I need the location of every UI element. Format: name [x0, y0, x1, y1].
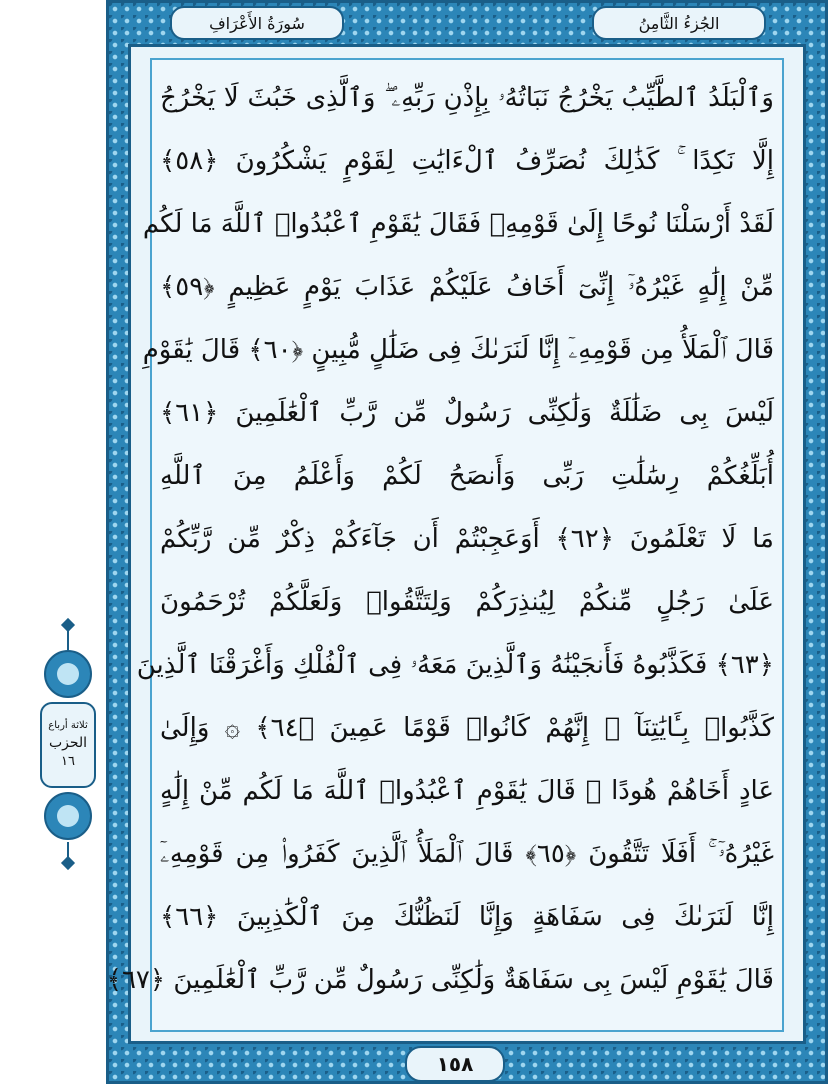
text-line-4: مِّنْ إِلَٰهٍ غَيْرُهُۥٓ إِنِّىٓ أَخَافُ عَلَيْكُمْ عَذَابَ يَوْمٍ عَظِيمٍ ﴿٥٩﴾ — [160, 272, 774, 302]
verse-lines — [106, 70, 774, 1020]
medallion-top-icon — [44, 650, 92, 698]
hizb-quarter-text: ثلاثة أرباع — [48, 720, 88, 731]
text-line-1: وَٱلْبَلَدُ ٱلطَّيِّبُ يَخْرُجُ نَبَاتُهُۥ بِإِذْنِ رَبِّهِۦ ۖ وَٱلَّذِى خَبُثَ لَا يَخْرُجُ — [160, 83, 774, 113]
text-line-8: مَا لَا تَعْلَمُونَ ﴿٦٢﴾ أَوَعَجِبْتُمْ أَن جَآءَكُمْ ذِكْرٌ مِّن رَّبِّكُمْ — [160, 524, 774, 554]
text-line-11: كَذَّبُوا۟ بِـَٔايَٰتِنَآ ۚ إِنَّهُمْ كَانُوا۟ قَوْمًا عَمِينَ ﴿٦٤﴾ ۞ وَإِلَىٰ — [160, 713, 774, 743]
text-line-6: لَيْسَ بِى ضَلَٰلَةٌ وَلَٰكِنِّى رَسُولٌ مِّن رَّبِّ ٱلْعَٰلَمِينَ ﴿٦١﴾ — [160, 398, 774, 428]
text-line-2: إِلَّا نَكِدًا ۚ كَذَٰلِكَ نُصَرِّفُ ٱلْءَايَٰتِ لِقَوْمٍ يَشْكُرُونَ ﴿٥٨﴾ — [160, 146, 774, 176]
text-line-9: عَلَىٰ رَجُلٍ مِّنكُمْ لِيُنذِرَكُمْ وَلِتَتَّقُوا۟ وَلَعَلَّكُمْ تُرْحَمُونَ — [160, 587, 774, 617]
text-line-7: أُبَلِّغُكُمْ رِسَٰلَٰتِ رَبِّى وَأَنصَحُ لَكُمْ وَأَعْلَمُ مِنَ ٱللَّهِ — [160, 461, 774, 491]
surah-label: سُورَةُ الأَعْرَافِ — [170, 6, 344, 40]
text-line-3: لَقَدْ أَرْسَلْنَا نُوحًا إِلَىٰ قَوْمِهِۦ فَقَالَ يَٰقَوْمِ ٱعْبُدُوا۟ ٱللَّهَ مَا لَكُم — [142, 209, 774, 239]
hizb-word: الحزب — [48, 735, 88, 751]
ornament-tip-bottom — [61, 856, 75, 870]
hizb-number: ١٦ — [61, 754, 75, 769]
text-line-12: عَادٍ أَخَاهُمْ هُودًا ۗ قَالَ يَٰقَوْمِ ٱعْبُدُوا۟ ٱللَّهَ مَا لَكُم مِّنْ إِلَٰهٍ — [160, 776, 774, 806]
text-line-10: ﴿٦٣﴾ فَكَذَّبُوهُ فَأَنجَيْنَٰهُ وَٱلَّذِينَ مَعَهُۥ فِى ٱلْفُلْكِ وَأَغْرَقْنَا ٱلَّذِينَ — [136, 650, 774, 680]
hizb-label — [40, 702, 96, 788]
text-line-13: غَيْرُهُۥٓ ۚ أَفَلَا تَتَّقُونَ ﴿٦٥﴾ قَالَ ٱلْمَلَأُ ٱلَّذِينَ كَفَرُوا۟ مِن قَوْمِهِۦٓ — [160, 839, 774, 869]
juz-label: الجُزءُ الثَّامِنُ — [592, 6, 766, 40]
page-number: ١٥٨ — [405, 1046, 505, 1082]
text-line-14: إِنَّا لَنَرَىٰكَ فِى سَفَاهَةٍ وَإِنَّا لَنَظُنُّكَ مِنَ ٱلْكَٰذِبِينَ ﴿٦٦﴾ — [160, 902, 774, 932]
ornament-stem-top — [67, 628, 69, 650]
text-line-15: قَالَ يَٰقَوْمِ لَيْسَ بِى سَفَاهَةٌ وَلَٰكِنِّى رَسُولٌ مِّن رَّبِّ ٱلْعَٰلَمِينَ ﴿٦٧﴾ — [106, 965, 774, 995]
medallion-bottom-icon — [44, 792, 92, 840]
text-line-5: قَالَ ٱلْمَلَأُ مِن قَوْمِهِۦٓ إِنَّا لَنَرَىٰكَ فِى ضَلَٰلٍ مُّبِينٍ ﴿٦٠﴾ قَالَ يَٰقَوْمِ — [142, 335, 774, 365]
hizb-marker — [30, 620, 106, 870]
